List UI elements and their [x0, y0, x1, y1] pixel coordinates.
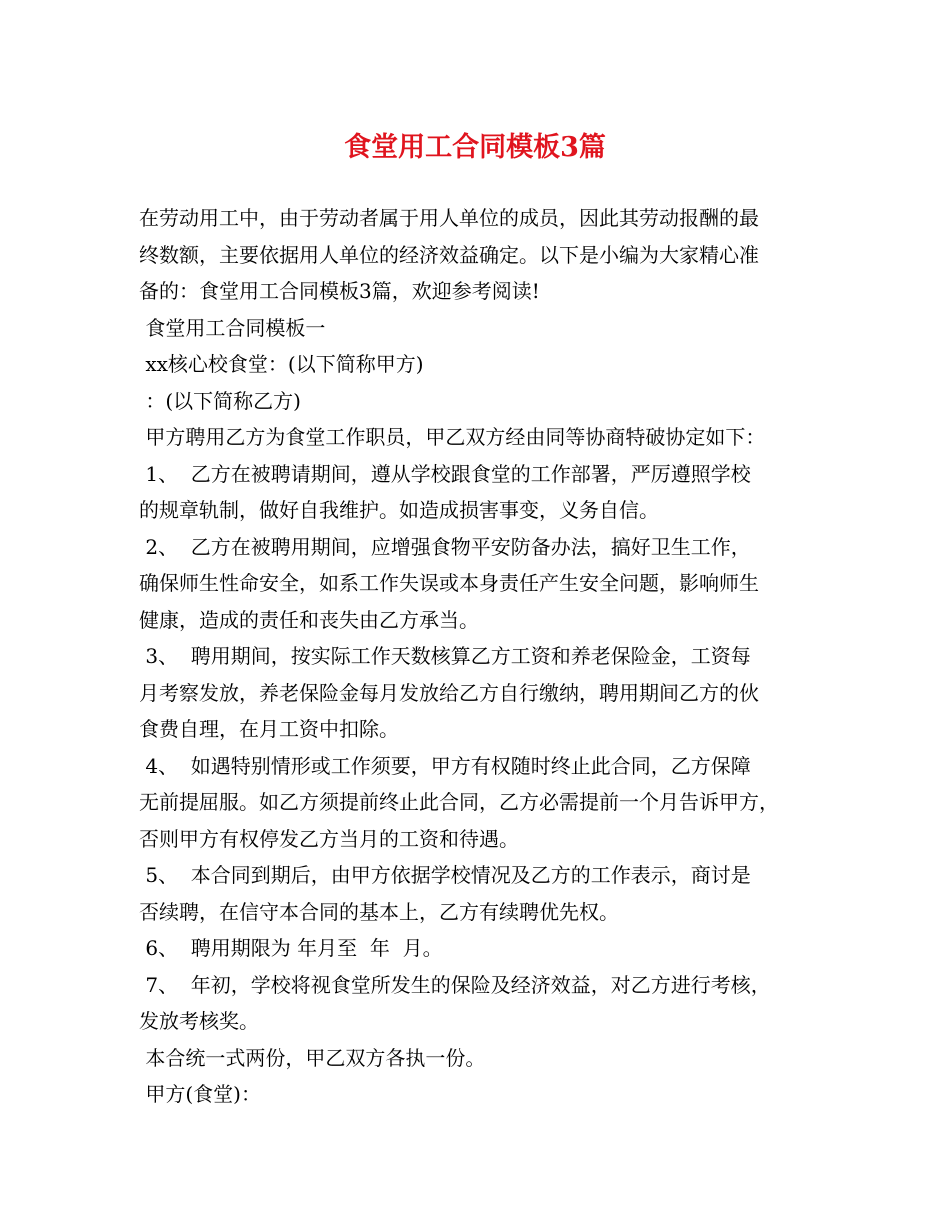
clause-6-line: 6、 聘用期限为 年月至 年 月。 [139, 936, 443, 960]
copies-line: 本合统一式两份，甲乙双方各执一份。 [139, 1045, 486, 1070]
body-line: 终数额，主要依据用人单位的经济效益确定。以下是小编为大家精心准 [139, 242, 759, 267]
signature-party-a: 甲方(食堂)： [139, 1082, 261, 1106]
body-line: 在劳动用工中，由于劳动者属于用人单位的成员，因此其劳动报酬的最 [139, 206, 759, 230]
clause-2-line: 确保师生性命安全，如系工作失误或本身责任产生安全问题，影响师生 [139, 571, 759, 595]
clause-2-line: 健康，造成的责任和丧失由乙方承当。 [139, 607, 479, 632]
clause-4-line: 无前提屈服。如乙方须提前终止此合同，乙方必需提前一个月告诉甲方， [139, 790, 779, 814]
clause-4-line: 否则甲方有权停发乙方当月的工资和待遇。 [139, 826, 519, 851]
clause-1-line: 1、 乙方在被聘请期间，遵从学校跟食堂的工作部署，严厉遵照学校 [139, 461, 751, 486]
clause-1-line: 的规章轨制，做好自我维护。如造成损害事变，义务自信。 [139, 498, 659, 522]
clause-3-line: 月考察发放，养老保险金每月发放给乙方自行缴纳，聘用期间乙方的伙 [139, 680, 759, 705]
section-heading: 食堂用工合同模板一 [139, 315, 326, 340]
document-title: 食堂用工合同模板3篇 [344, 132, 606, 163]
clause-5-line: 5、 本合同到期后，由甲方依据学校情况及乙方的工作表示，商讨是 [139, 863, 751, 887]
clause-3-line: 3、 聘用期间，按实际工作天数核算乙方工资和养老保险金，工资每 [139, 644, 751, 668]
clause-2-line: 2、 乙方在被聘用期间，应增强食物平安防备办法，搞好卫生工作， [139, 534, 751, 559]
party-a-line: xx核心校食堂：(以下简称甲方) [139, 352, 424, 376]
party-b-line: ：(以下简称乙方) [139, 388, 301, 413]
clause-4-line: 4、 如遇特别情形或工作须要，甲方有权随时终止此合同，乙方保障 [139, 753, 751, 778]
document-body [139, 200, 839, 1113]
body-line: 备的：食堂用工合同模板3篇，欢迎参考阅读! [139, 279, 540, 303]
clause-5-line: 否续聘，在信守本合同的基本上，乙方有续聘优先权。 [139, 899, 619, 924]
clause-7-line: 发放考核奖。 [139, 1009, 259, 1033]
clause-3-line: 食费自理，在月工资中扣除。 [139, 717, 399, 741]
body-line: 甲方聘用乙方为食堂工作职员，甲乙双方经由同等协商特破协定如下： [139, 425, 766, 449]
clause-7-line: 7、 年初，学校将视食堂所发生的保险及经济效益，对乙方进行考核， [139, 972, 771, 997]
